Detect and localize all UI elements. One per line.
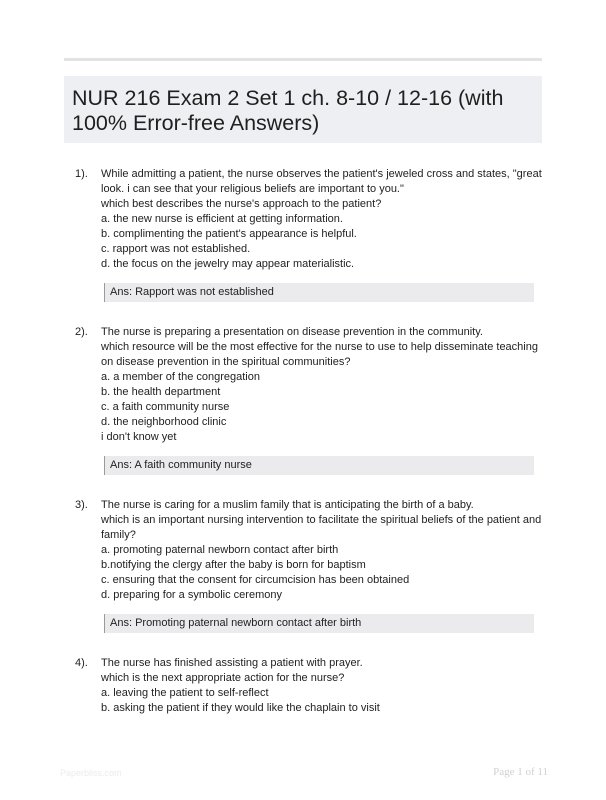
title-banner (64, 76, 542, 143)
top-divider (64, 58, 542, 61)
option-a: a. leaving the patient to self-reflect (101, 687, 269, 699)
option-a: a. promoting paternal newborn contact after birth (101, 544, 339, 556)
option-c: c. ensuring that the consent for circumcision has been obtained (101, 574, 410, 586)
question-line: which resource will be the most effective for the nurse to use to help disseminate teaching (101, 341, 538, 353)
question-line: on disease prevention in the spiritual communities? (101, 356, 351, 368)
question-number: 4). (75, 657, 88, 669)
option-b: b. asking the patient if they would like the chaplain to visit (101, 702, 380, 714)
page-title: NUR 216 Exam 2 Set 1 ch. 8-10 / 12-16 (with 100% Error-free Answers) (72, 86, 504, 135)
question-line: While admitting a patient, the nurse observes the patient's jeweled cross and states, "great (101, 168, 542, 180)
question-line: which best describes the nurse's approach to the patient? (101, 198, 382, 210)
option-d: d. preparing for a symbolic ceremony (101, 589, 282, 601)
option-b: b. complimenting the patient's appearance is helpful. (101, 228, 357, 240)
question-number: 1). (75, 168, 88, 180)
option-c: c. rapport was not established. (101, 243, 251, 255)
question-text (101, 656, 541, 716)
option-b: b. the health department (101, 386, 221, 398)
question-number: 3). (75, 499, 88, 511)
option-b: b.notifying the clergy after the baby is born for baptism (101, 559, 366, 571)
question-text (101, 325, 541, 445)
question-line: i don't know yet (101, 431, 177, 443)
question-line: look. i can see that your religious beliefs are important to you." (101, 183, 404, 195)
question-line: The nurse is caring for a muslim family that is anticipating the birth of a baby. (101, 499, 474, 511)
question-line: which is the next appropriate action for the nurse? (101, 672, 345, 684)
answer-box-3: Ans: Promoting paternal newborn contact after birth (104, 614, 534, 633)
answer-box-2: Ans: A faith community nurse (104, 456, 534, 475)
question-line: The nurse is preparing a presentation on disease prevention in the community. (101, 326, 483, 338)
option-a: a. the new nurse is efficient at getting information. (101, 213, 343, 225)
question-text (101, 167, 541, 272)
option-d: d. the neighborhood clinic (101, 416, 227, 428)
question-line: The nurse has finished assisting a patient with prayer. (101, 657, 363, 669)
option-c: c. a faith community nurse (101, 401, 230, 413)
question-line: which is an important nursing intervention to facilitate the spiritual beliefs of the patient and (101, 514, 542, 526)
question-text (101, 498, 541, 603)
question-number: 2). (75, 326, 88, 338)
watermark-text: Paperbliss.com (60, 768, 122, 778)
answer-box-1: Ans: Rapport was not established (104, 283, 534, 302)
option-d: d. the focus on the jewelry may appear materialistic. (101, 258, 355, 270)
question-line: family? (101, 529, 136, 541)
option-a: a. a member of the congregation (101, 371, 260, 383)
page-number: Page 1 of 11 (493, 766, 548, 778)
